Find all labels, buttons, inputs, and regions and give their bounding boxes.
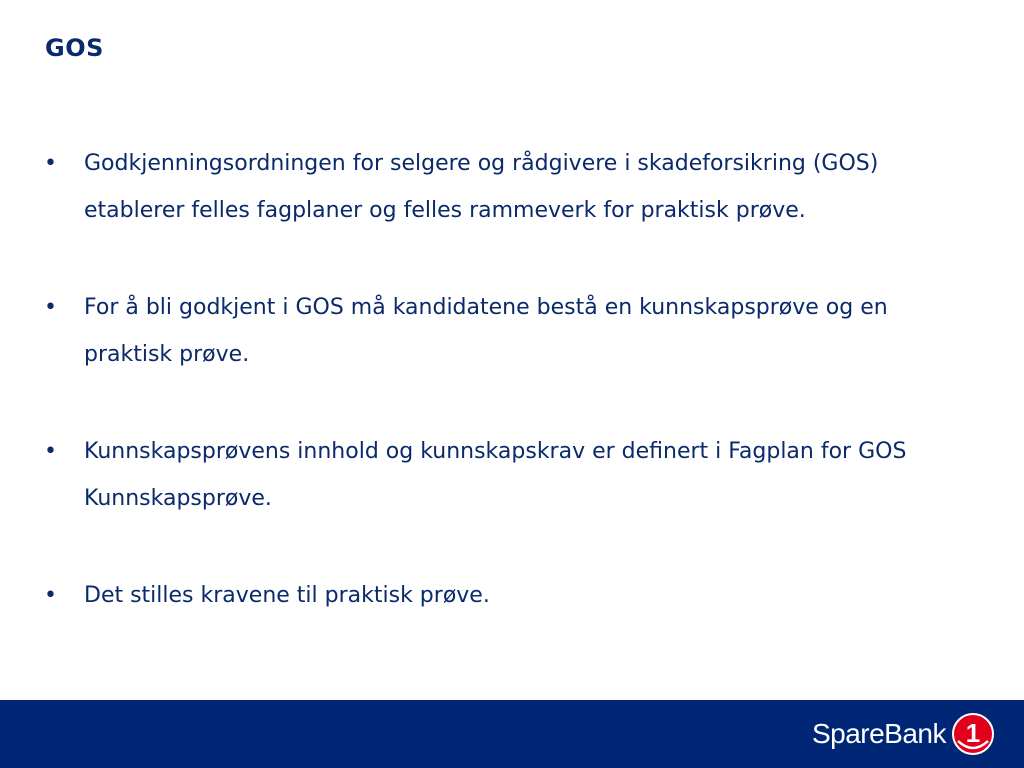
bullet-glyph: • <box>44 151 57 176</box>
logo-text: SpareBank <box>811 718 946 749</box>
sparebank-logo <box>812 710 996 758</box>
bullet-text: For å bli godkjent i GOS må kandidatene bestå en kunnskapsprøve og en praktisk prøve. <box>84 295 888 367</box>
bullet-item <box>44 572 974 619</box>
bullet-text: Kunnskapsprøvens innhold og kunnskapskrav er definert i Fagplan for GOS Kunnskapsprøve. <box>84 439 907 511</box>
logo-mark-number: 1 <box>965 718 981 748</box>
bullet-item <box>44 428 974 522</box>
logo-mark-icon <box>950 711 996 757</box>
bullet-glyph: • <box>44 439 57 464</box>
bullet-list <box>44 140 974 619</box>
footer-bar <box>0 700 1024 768</box>
bullet-text: Godkjenningsordningen for selgere og rådgivere i skadeforsikring (GOS) etablerer felles fagplaner og felles rammeverk for praktisk prøve. <box>84 151 879 223</box>
bullet-item <box>44 140 974 234</box>
bullet-glyph: • <box>44 295 57 320</box>
bullet-glyph: • <box>44 583 57 608</box>
bullet-item <box>44 284 974 378</box>
slide-title: GOS <box>45 34 104 62</box>
bullet-text: Det stilles kravene til praktisk prøve. <box>84 583 490 608</box>
